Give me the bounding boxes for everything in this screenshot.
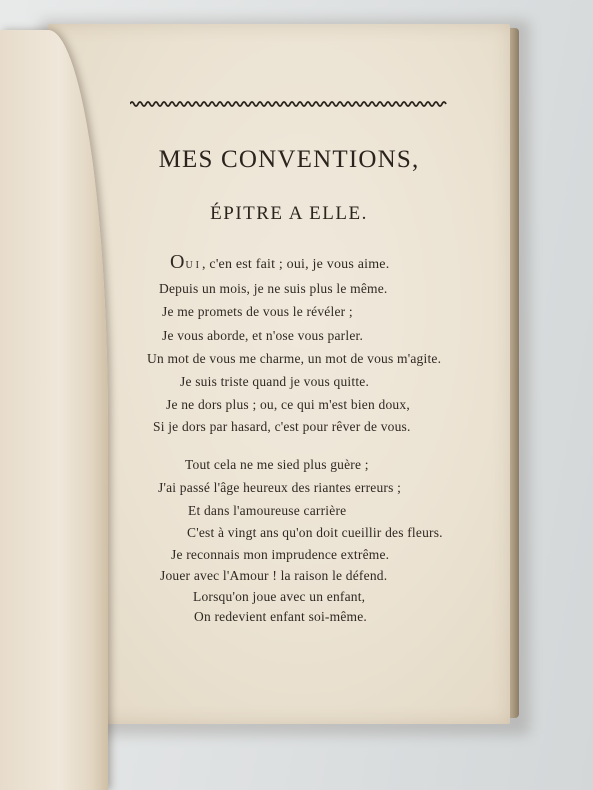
- poem-first-line: [170, 253, 389, 275]
- page-title: MES CONVENTIONS,: [158, 146, 420, 173]
- poem-line: Depuis un mois, je ne suis plus le même.: [159, 281, 388, 296]
- poem-line: On redevient enfant soi-même.: [194, 609, 367, 624]
- poem-line: J'ai passé l'âge heureux des riantes erreurs ;: [158, 480, 402, 495]
- small-caps-word: UI: [185, 260, 203, 271]
- poem-line: Un mot de vous me charme, un mot de vous m'agite.: [147, 351, 442, 366]
- poem-line: Je ne dors plus ; ou, ce qui m'est bien doux,: [166, 397, 410, 412]
- poem-line: Jouer avec l'Amour ! la raison le défend.: [160, 568, 388, 583]
- poem-line: C'est à vingt ans qu'on doit cueillir des fleurs.: [187, 525, 443, 540]
- poem-line: Je reconnais mon imprudence extrême.: [171, 547, 390, 562]
- page-subtitle: ÉPITRE A ELLE.: [210, 203, 368, 224]
- poem-line: Je vous aborde, et n'ose vous parler.: [162, 328, 364, 343]
- drop-initial: O: [170, 251, 186, 273]
- first-line-text: , c'en est fait ; oui, je vous aime.: [202, 257, 390, 272]
- poem-line: Si je dors par hasard, c'est pour rêver de vous.: [153, 419, 411, 434]
- poem-line: Je me promets de vous le révéler ;: [162, 304, 353, 319]
- poem-line: Tout cela ne me sied plus guère ;: [185, 457, 369, 472]
- poem-line: Et dans l'amoureuse carrière: [188, 503, 347, 518]
- ornamental-rule: [130, 99, 448, 109]
- poem-line: Je suis triste quand je vous quitte.: [180, 374, 370, 389]
- poem-line: Lorsqu'on joue avec un enfant,: [193, 589, 366, 604]
